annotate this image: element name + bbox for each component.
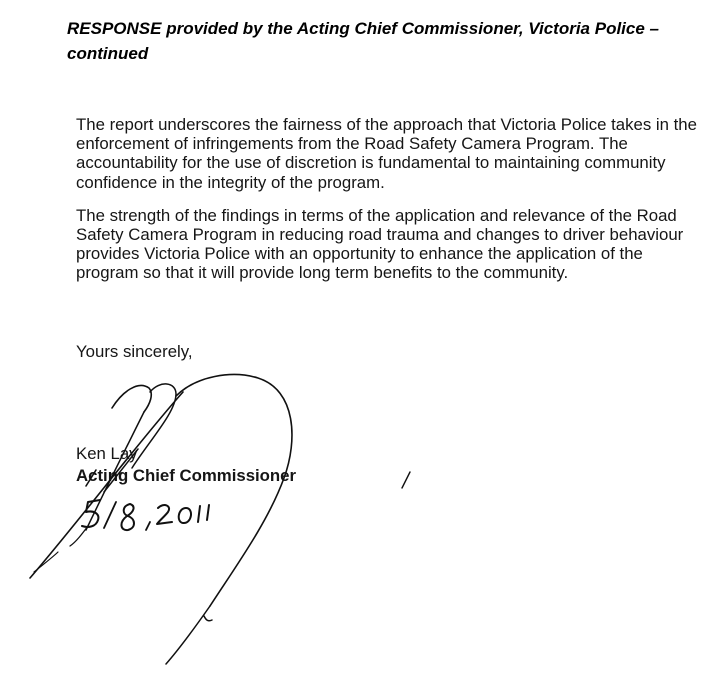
signature-stroke (402, 472, 410, 488)
letter-body (76, 115, 701, 297)
response-heading: RESPONSE provided by the Acting Chief Commissioner, Victoria Police – continued (67, 19, 659, 63)
letter-closing: Yours sincerely, (76, 342, 193, 361)
signature-stroke (132, 384, 176, 468)
signatory-name: Ken Lay (76, 444, 138, 463)
signature-stroke (34, 552, 58, 572)
date-comma (146, 522, 150, 530)
signature-stroke (112, 385, 151, 412)
date-digit-8 (121, 504, 134, 530)
date-slash (104, 502, 116, 528)
date-digit-5 (82, 500, 100, 527)
signature-stroke (70, 526, 88, 546)
date-digit-0 (179, 508, 191, 523)
date-digit-2 (157, 505, 172, 524)
signatory-title: Acting Chief Commissioner (76, 466, 297, 485)
date-digit-1 (207, 505, 209, 520)
date-digit-1 (198, 506, 200, 522)
signature-stroke (176, 375, 292, 606)
signature-stroke (204, 616, 212, 621)
letter-paragraph: The report underscores the fairness of the approach that Victoria Police takes in the enforcement of infringements from the Road Safety Camera Program. The accountability for the use of discretion is fundamental to maintaining community confidence in the integrity of the program. (76, 115, 697, 192)
signature-stroke (166, 606, 210, 664)
letter-paragraph: The strength of the findings in terms of the application and relevance of the Road Safety Camera Program in reducing road trauma and changes to driver behaviour provides Victoria Police with an opportunity to enhance the application of the program so that it will provide long term benefits to the community. (76, 205, 684, 283)
